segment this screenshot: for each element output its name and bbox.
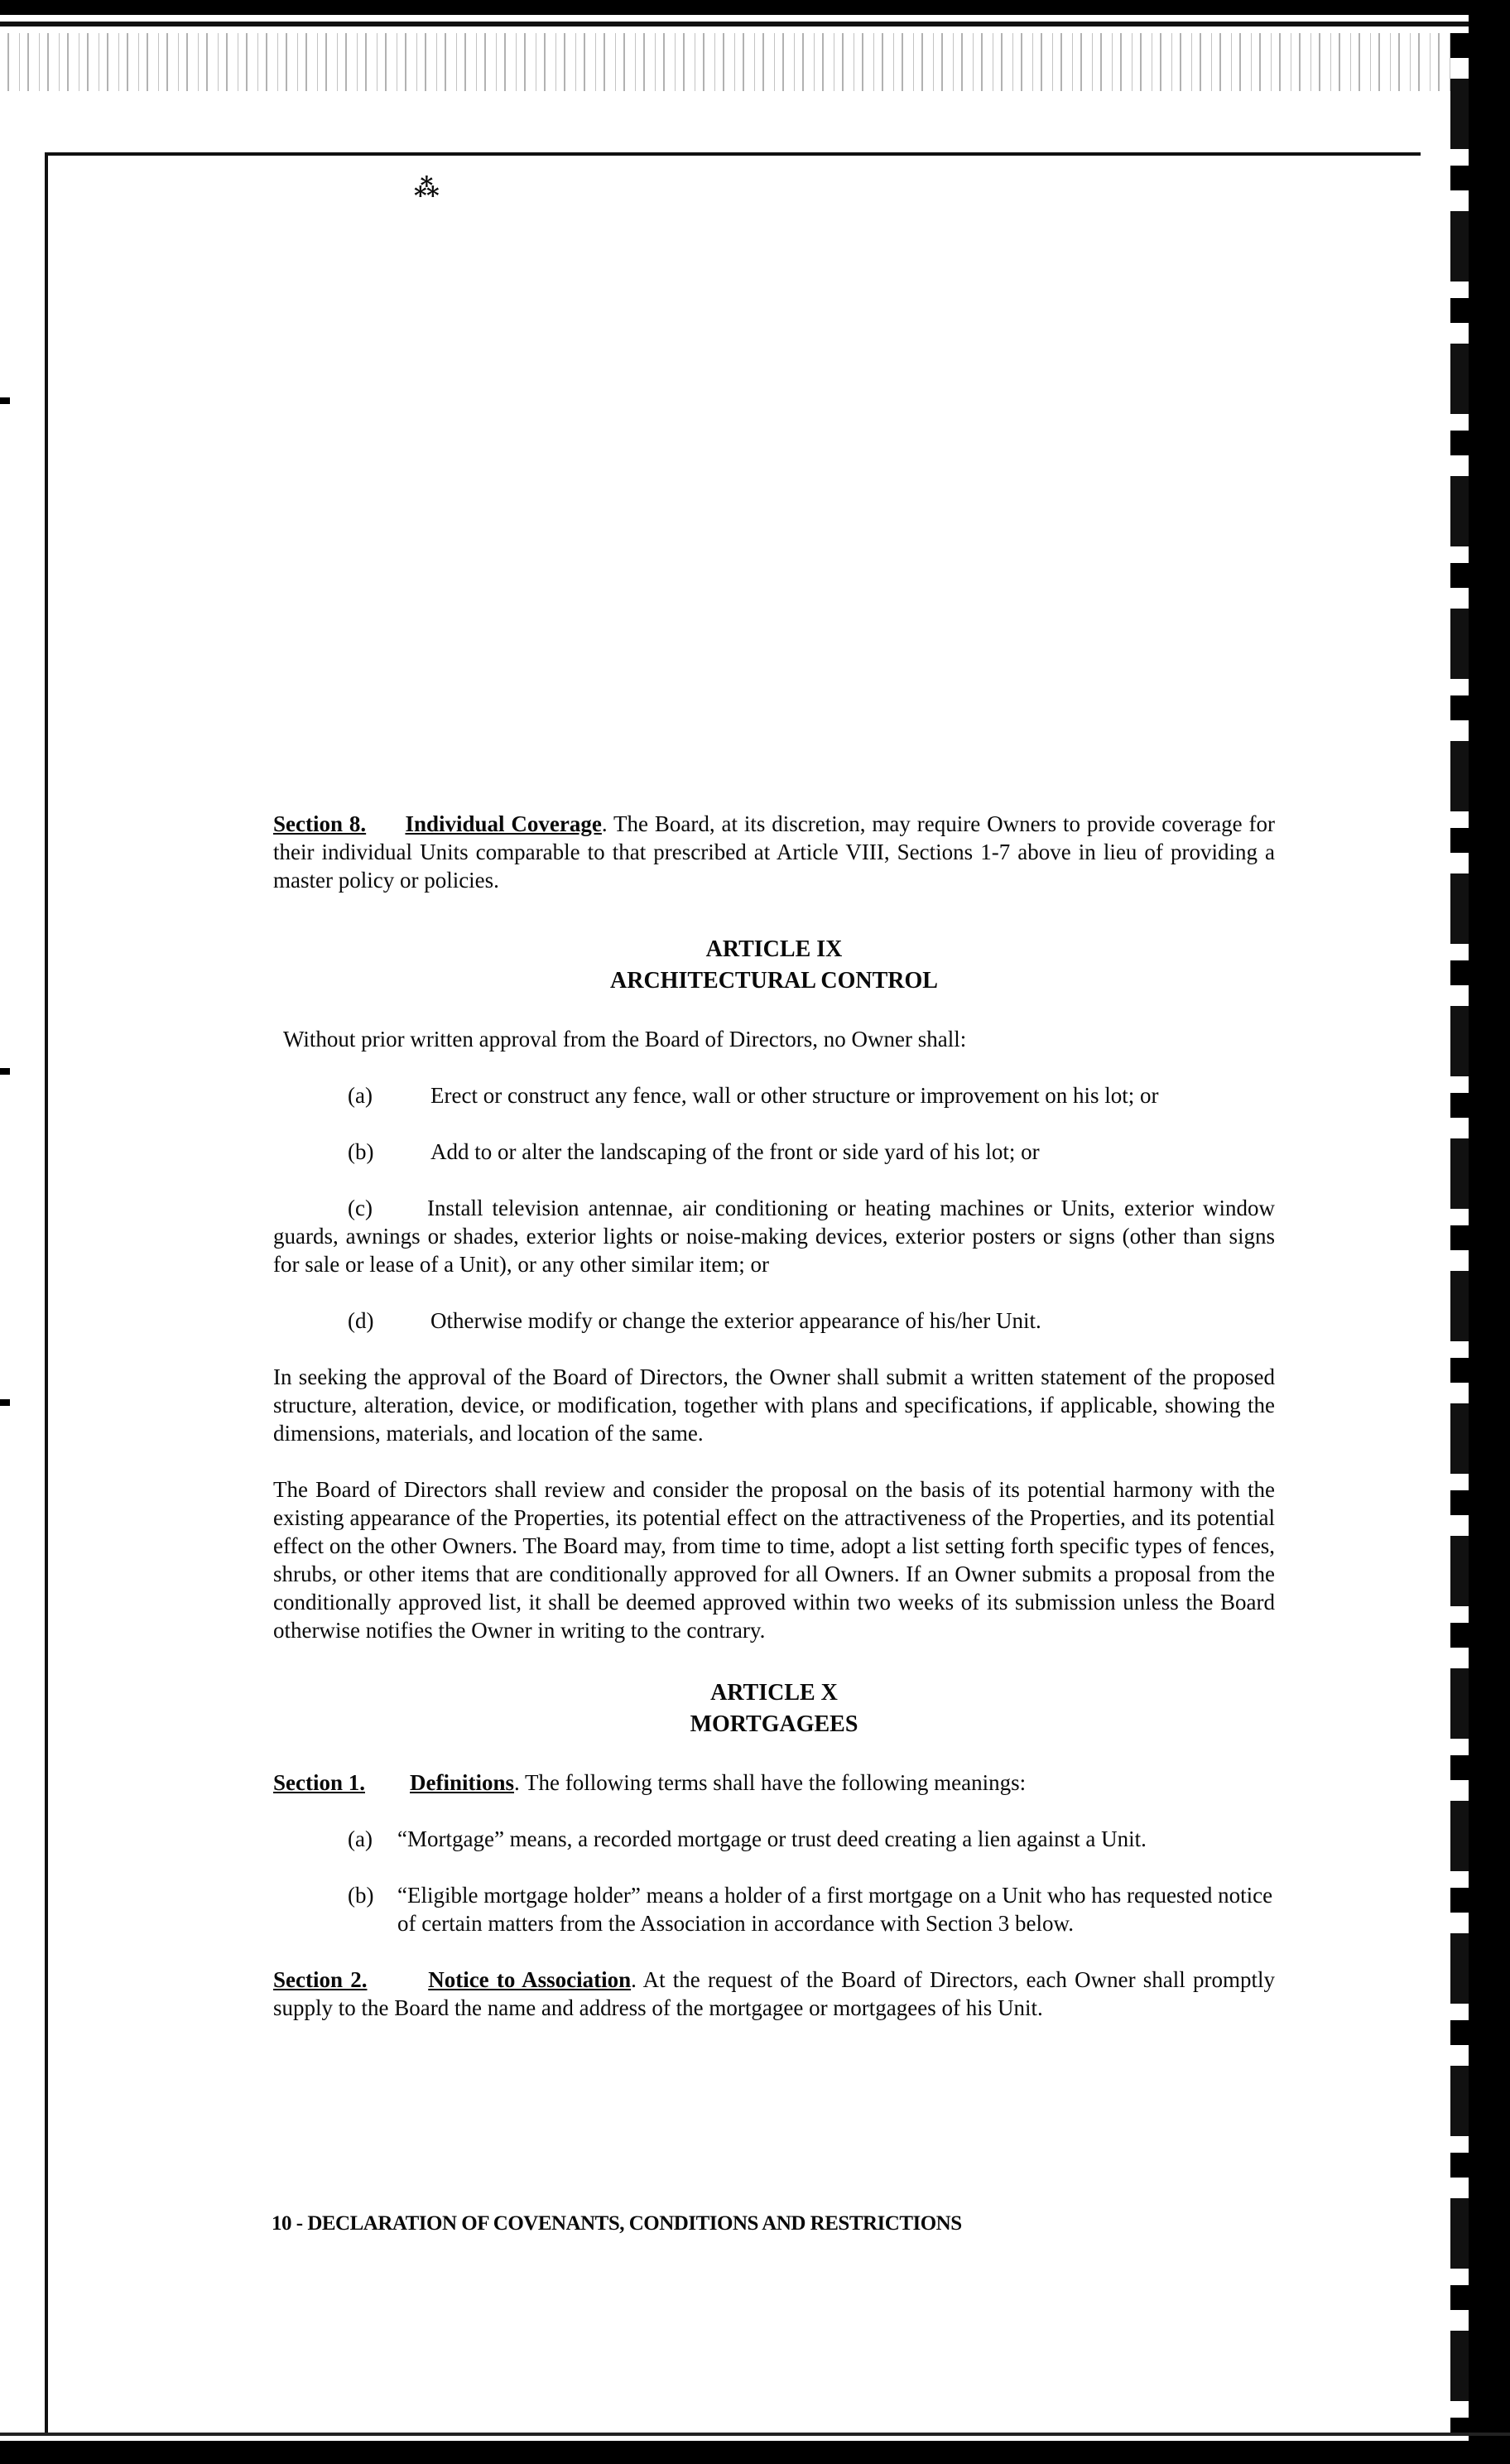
list-item-b bbox=[273, 1138, 1275, 1166]
section-1-title: Definitions bbox=[410, 1770, 515, 1795]
scan-mark-left bbox=[0, 1068, 10, 1075]
article-10-number: ARTICLE X bbox=[710, 1680, 838, 1706]
page-footer: 10 - DECLARATION OF COVENANTS, CONDITIONS AND RESTRICTIONS bbox=[272, 2212, 962, 2235]
list-item-a bbox=[273, 1081, 1275, 1109]
article-9-intro: Without prior written approval from the Board of Directors, no Owner shall: bbox=[283, 1027, 967, 1052]
section-2: Section 2. Notice to Association. At the request of the Board of Directors, each Owner shall promptly supply to the Board the name and address of the mortgagee or mortgagees of his Unit. bbox=[273, 1967, 1276, 2020]
section-8-label: Section 8. bbox=[273, 811, 367, 836]
list-item-label: (d) bbox=[348, 1308, 374, 1333]
list-item-label: (b) bbox=[348, 1139, 374, 1164]
definition-item-b bbox=[273, 1881, 1275, 1937]
list-item-text: Install television antennae, air conditioning or heating machines or Units, exterior window guards, awnings or shades, exterior lights or noise-making devices, exterior posters or signs (other than signs for sale or lease of a Unit), or any other similar item; or bbox=[273, 1196, 1275, 1277]
section-1-text: The following terms shall have the following meanings: bbox=[525, 1770, 1027, 1795]
section-1: Section 1. Definitions. The following terms shall have the following meanings: bbox=[273, 1770, 1027, 1795]
article-9-heading bbox=[273, 934, 1275, 997]
list-item-text: Otherwise modify or change the exterior appearance of his/her Unit. bbox=[430, 1308, 1041, 1333]
scan-speck: ⁂ bbox=[414, 175, 440, 202]
document-body bbox=[273, 810, 1275, 2022]
scan-border-bottom bbox=[0, 2441, 1510, 2464]
section-2-text: At the request of the Board of Directors, each Owner shall promptly supply to the Board the name and address of the mortgagee or mortgagees of his Unit. bbox=[273, 1967, 1276, 2020]
scan-line-bottom bbox=[0, 2433, 1510, 2436]
scan-line-top bbox=[0, 22, 1510, 26]
article-9-title: ARCHITECTURAL CONTROL bbox=[610, 968, 938, 994]
section-1-label: Section 1. bbox=[273, 1770, 365, 1795]
article-10-title: MORTGAGEES bbox=[690, 1711, 858, 1737]
list-item-label: (a) bbox=[348, 1083, 373, 1108]
list-item-text: “Mortgage” means, a recorded mortgage or trust deed creating a lien against a Unit. bbox=[397, 1826, 1147, 1851]
section-2-title: Notice to Association bbox=[428, 1967, 632, 1992]
scan-border-top bbox=[0, 0, 1510, 15]
article-9-paragraph-1: In seeking the approval of the Board of Directors, the Owner shall submit a written statement of the proposed structure, alteration, device, or modification, together with plans and specifications, if applicable, showing the dimensions, materials, and location of the same. bbox=[273, 1364, 1275, 1446]
scan-mark-left bbox=[0, 397, 10, 404]
section-8-text: The Board, at its discretion, may require Owners to provide coverage for their individual Units comparable to that prescribed at Article VIII, Sections 1-7 above in lieu of providing a master policy or policies. bbox=[273, 811, 1276, 893]
list-item-text: Erect or construct any fence, wall or other structure or improvement on his lot; or bbox=[430, 1083, 1159, 1108]
section-8: Section 8. Individual Coverage. The Board, at its discretion, may require Owners to provide coverage for their individual Units comparable to that prescribed at Article VIII, Sections 1-7 above in lieu of providing a master policy or policies. bbox=[273, 811, 1276, 893]
section-2-label: Section 2. bbox=[273, 1967, 368, 1992]
definition-item-a bbox=[273, 1825, 1275, 1853]
article-10-heading bbox=[273, 1677, 1275, 1740]
list-item-label: (c) bbox=[348, 1196, 373, 1220]
list-item-d bbox=[273, 1307, 1275, 1335]
article-9-number: ARTICLE IX bbox=[705, 936, 843, 962]
scan-edge-right bbox=[1450, 33, 1469, 2434]
section-8-title: Individual Coverage bbox=[405, 811, 602, 836]
scan-border-right bbox=[1469, 0, 1510, 2464]
list-item-label: (b) bbox=[348, 1883, 374, 1908]
list-item-label: (a) bbox=[348, 1826, 373, 1851]
article-9-paragraph-2: The Board of Directors shall review and consider the proposal on the basis of its potential harmony with the existing appearance of the Properties, its potential effect on the attractiveness of the Properties, and its potential effect on the other Owners. The Board may, from time to time, adopt a list setting forth specific types of fences, shrubs, or other items that are conditionally approved for all Owners. If an Owner submits a proposal from the conditionally approved list, it shall be deemed approved within two weeks of its submission unless the Board otherwise notifies the Owner in writing to the contrary. bbox=[273, 1477, 1275, 1643]
list-item-text: “Eligible mortgage holder” means a holder of a first mortgage on a Unit who has requested notice of certain matters from the Association in accordance with Section 3 below. bbox=[397, 1883, 1273, 1936]
list-item-c bbox=[273, 1194, 1275, 1278]
scan-noise-top bbox=[0, 33, 1510, 91]
list-item-text: Add to or alter the landscaping of the front or side yard of his lot; or bbox=[430, 1139, 1040, 1164]
scan-mark-left bbox=[0, 1399, 10, 1406]
